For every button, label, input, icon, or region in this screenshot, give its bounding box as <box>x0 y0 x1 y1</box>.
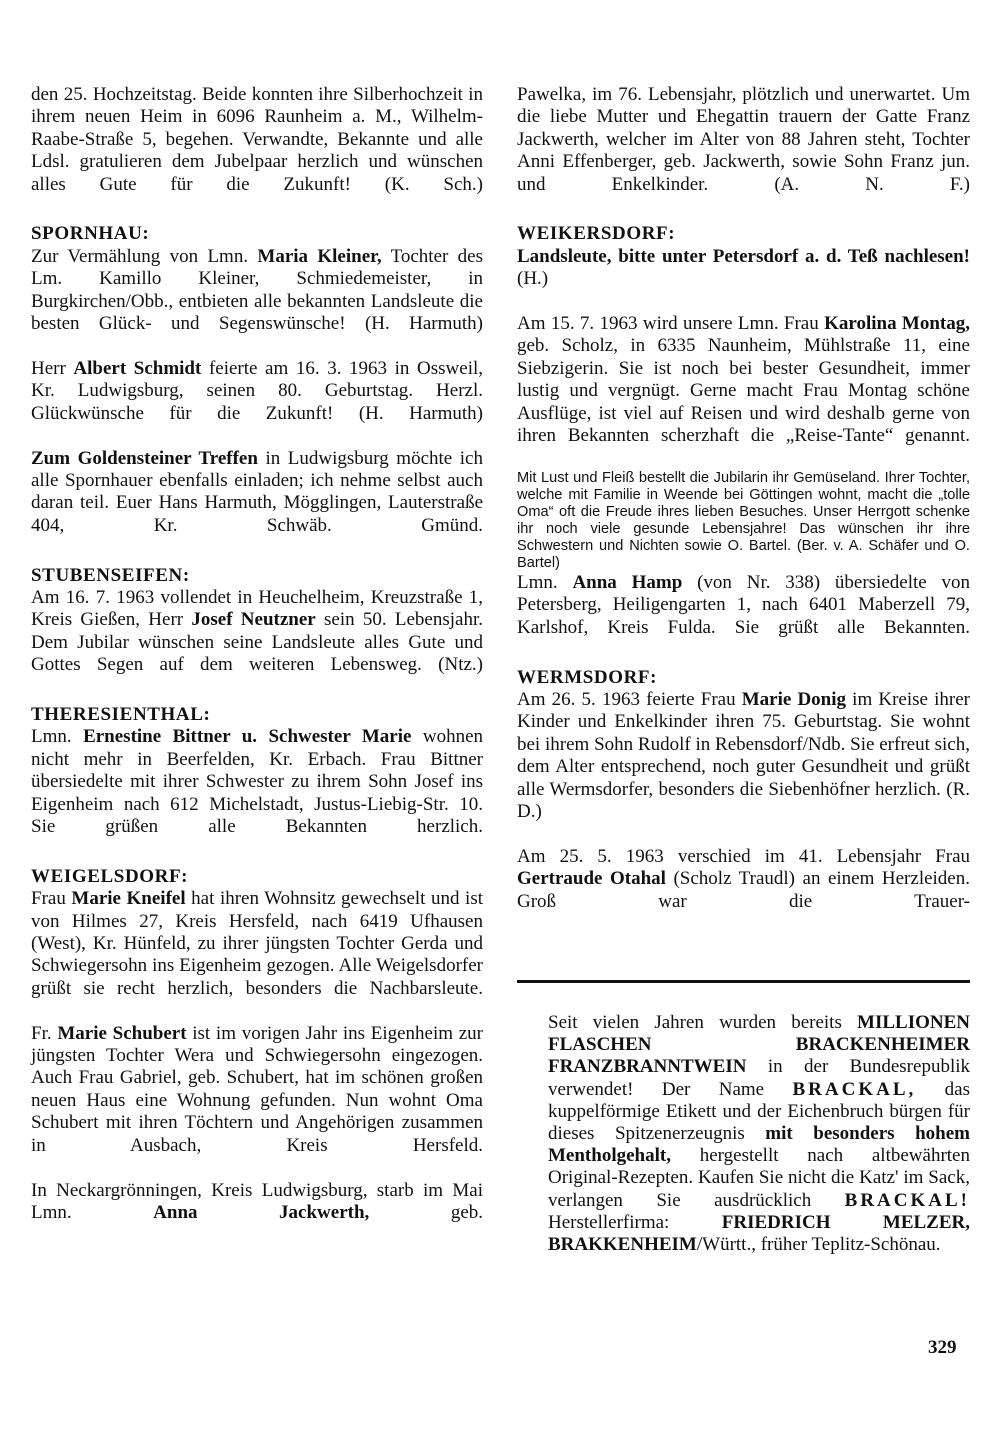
person-name: Ernestine Bittner u. Schwester Marie <box>83 726 412 748</box>
person-name: Gertraude Otahal <box>517 868 666 890</box>
article-small-text: Mit Lust und Fleiß bestellt die Jubilarin ihr Gemüseland. Ihrer Tochter, welche mit Familie in Weende bei Göttingen wohnt, macht die „tolle Oma“ oft die Freude ihres lieben Besuches. Unser Herrgott schenke ihr noch viele gesunde Lebensjahre! Das wünschen ihr ihre Schwestern und Nichten sowie O. Bartel. (Ber. v. A. Schäfer und O. Bartel) <box>517 469 970 571</box>
article-text: Am 15. 7. 1963 wird unsere Lmn. Frau Karolina Montag, geb. Scholz, in 6335 Naunheim, Mühlstraße 11, eine Siebzigerin. Sie ist noch bei bester Gesundheit, immer lustig und vergnügt. Gerne macht Frau Montag schöne Ausflüge, ist viel auf Reisen und wird deshalb gerne von ihren Bekannten scherzhaft die „Reise-Tante“ genannt. <box>517 313 970 447</box>
notice-text: Landsleute, bitte unter Petersdorf a. d. Teß nachlesen! <box>517 245 970 267</box>
person-name: Josef Neutzner <box>191 609 316 631</box>
section-heading-theresienthal: THERESIENTHAL: <box>31 703 211 725</box>
article-text: Herr Albert Schmidt feierte am 16. 3. 1963 in Ossweil, Kr. Ludwigsburg, seinen 80. Geburtstag. Herzl. Glückwünsche für die Zukunft! (H. Harmuth) <box>31 357 483 424</box>
article-text: den 25. Hochzeitstag. Beide konnten ihre Silberhochzeit in ihrem neuen Heim in 6096 Raunheim a. M., Wilhelm-Raabe-Straße 5, begehen. Verwandte, Bekannte und alle Ldsl. gratulieren dem Jubelpaar herzlich und wünschen alles Gute für die Zukunft! (K. Sch.) <box>31 84 483 195</box>
article-text: In Neckargrönningen, Kreis Ludwigsburg, starb im Mai Lmn. Anna Jackwerth, geb. <box>31 1179 484 1223</box>
section-heading-wermsdorf: WERMSDORF: <box>517 666 658 688</box>
section-heading-weigelsdorf: WEIGELSDORF: <box>31 865 189 887</box>
advertisement-text: Seit vielen Jahren wurden bereits MILLIONEN FLASCHEN BRACKENHEIMER FRANZBRANNTWEIN in der Bundesrepublik verwendet! Der Name BRACKAL, das kuppelförmige Etikett und der Eichenbruch bürgen für dieses Spitzenerzeugnis mit besonders hohem Mentholgehalt, hergestellt nach altbewährten Original-Rezepten. Kaufen Sie nicht die Katz' im Sack, verlangen Sie ausdrücklich BRACKAL! Herstellerfirma: FRIEDRICH MELZER, BRAKKENHEIM/Württ., früher Teplitz-Schönau. <box>548 1012 970 1256</box>
right-column <box>517 84 970 935</box>
person-name: Maria Kleiner, <box>257 245 382 267</box>
article-text: Zur Vermählung von Lmn. Maria Kleiner, Tochter des Lm. Kamillo Kleiner, Schmiedemeister, in Burgkirchen/Obb., entbieten alle bekannten Landsleute die besten Glück- und Segenswünsche! (H. Harmuth) <box>31 245 483 335</box>
person-name: Marie Schubert <box>57 1022 187 1044</box>
article-text: Zum Goldensteiner Treffen in Ludwigsburg möchte ich alle Spornhauer ebenfalls einladen; ich nehme selbst auch daran teil. Euer Hans Harmuth, Mögglingen, Lauterstraße 404, Kr. Schwäb. Gmünd. <box>31 447 483 536</box>
person-name: Marie Kneifel <box>71 888 186 910</box>
article-text: Am 25. 5. 1963 verschied im 41. Lebensjahr Frau Gertraude Otahal (Scholz Traudl) an einem Herzleiden. Groß war die Trauer- <box>517 845 970 912</box>
person-name: Anna Jackwerth, <box>153 1201 370 1223</box>
article-text: Landsleute, bitte unter Petersdorf a. d. Teß nachlesen! (H.) <box>517 245 970 290</box>
company-name: FRIEDRICH MELZER, BRAKKENHEIM <box>548 1211 970 1256</box>
article-text: Fr. Marie Schubert ist im vorigen Jahr ins Eigenheim zur jüngsten Tochter Wera und Schwiegersohn eingezogen. Auch Frau Gabriel, geb. Schubert, hat im schönen großen neuen Haus eine Wohnung gefunden. Nun wohnt Oma Schubert mit ihren Töchtern und Angehörigen zusammen in Ausbach, Kreis Hersfeld. <box>31 1022 483 1156</box>
section-heading-weikersdorf: WEIKERSDORF: <box>517 223 676 245</box>
person-name: Karolina Montag, <box>824 313 970 335</box>
article-text: Frau Marie Kneifel hat ihren Wohnsitz gewechselt und ist von Hilmes 27, Kreis Hersfeld, nach 6419 Ufhausen (West), Kr. Hünfeld, zu ihrer jüngsten Tochter Gerda und Schwiegersohn ins Eigenheim gezogen. Alle Weigelsdorfer grüßt sie recht herzlich, besonders die Nachbarsleute. <box>31 888 484 999</box>
page-number: 329 <box>928 1337 957 1358</box>
left-column <box>31 84 483 1247</box>
brand-name: BRACKAL! <box>844 1189 970 1211</box>
advertisement <box>548 1012 970 1256</box>
person-name: Albert Schmidt <box>73 357 202 379</box>
advertisement-divider <box>517 980 970 983</box>
person-name: Anna Hamp <box>572 571 683 593</box>
brand-name: BRACKAL, <box>792 1078 917 1100</box>
section-heading-stubenseifen: STUBENSEIFEN: <box>31 564 190 586</box>
article-text: Lmn. Ernestine Bittner u. Schwester Marie wohnen nicht mehr in Beerfelden, Kr. Erbach. Frau Bittner übersiedelte mit ihrer Schwester zu ihrem Sohn Josef ins Eigenheim nach 612 Michelstadt, Justus-Liebig-Str. 10. Sie grüßen alle Bekannten herzlich. <box>31 726 483 837</box>
section-heading-spornhau: SPORNHAU: <box>31 223 150 245</box>
event-name: Zum Goldensteiner Treffen <box>31 447 258 469</box>
article-text: Pawelka, im 76. Lebensjahr, plötzlich und unerwartet. Um die liebe Mutter und Ehegattin trauern der Gatte Franz Jackwerth, welcher im Alter von 88 Jahren steht, Tochter Anni Effenberger, geb. Jackwerth, sowie Sohn Franz jun. und Enkelkinder. (A. N. F.) <box>517 84 970 195</box>
person-name: Marie Donig <box>741 688 847 710</box>
article-text: Am 16. 7. 1963 vollendet in Heuchelheim, Kreuzstraße 1, Kreis Gießen, Herr Josef Neutzner sein 50. Lebensjahr. Dem Jubilar wünschen seine Landsleute alles Gute und Gottes Segen auf dem weiteren Lebensweg. (Ntz.) <box>31 586 483 676</box>
article-text: Lmn. Anna Hamp (von Nr. 338) übersiedelte von Petersberg, Heiligengarten 1, nach 6401 Maberzell 79, Karlshof, Kreis Fulda. Sie grüßt alle Bekannten. <box>517 571 971 638</box>
article-text: Am 26. 5. 1963 feierte Frau Marie Donig im Kreise ihrer Kinder und Enkelkinder ihren 75. Geburtstag. Sie wohnt bei ihrem Sohn Rudolf in Rebensdorf/Ndb. Sie erfreut sich, dem Alter entsprechend, noch guter Gesundheit und grüßt alle Wermsdorfer, besonders die Siebenhöfner herzlich. (R. D.) <box>517 688 970 822</box>
